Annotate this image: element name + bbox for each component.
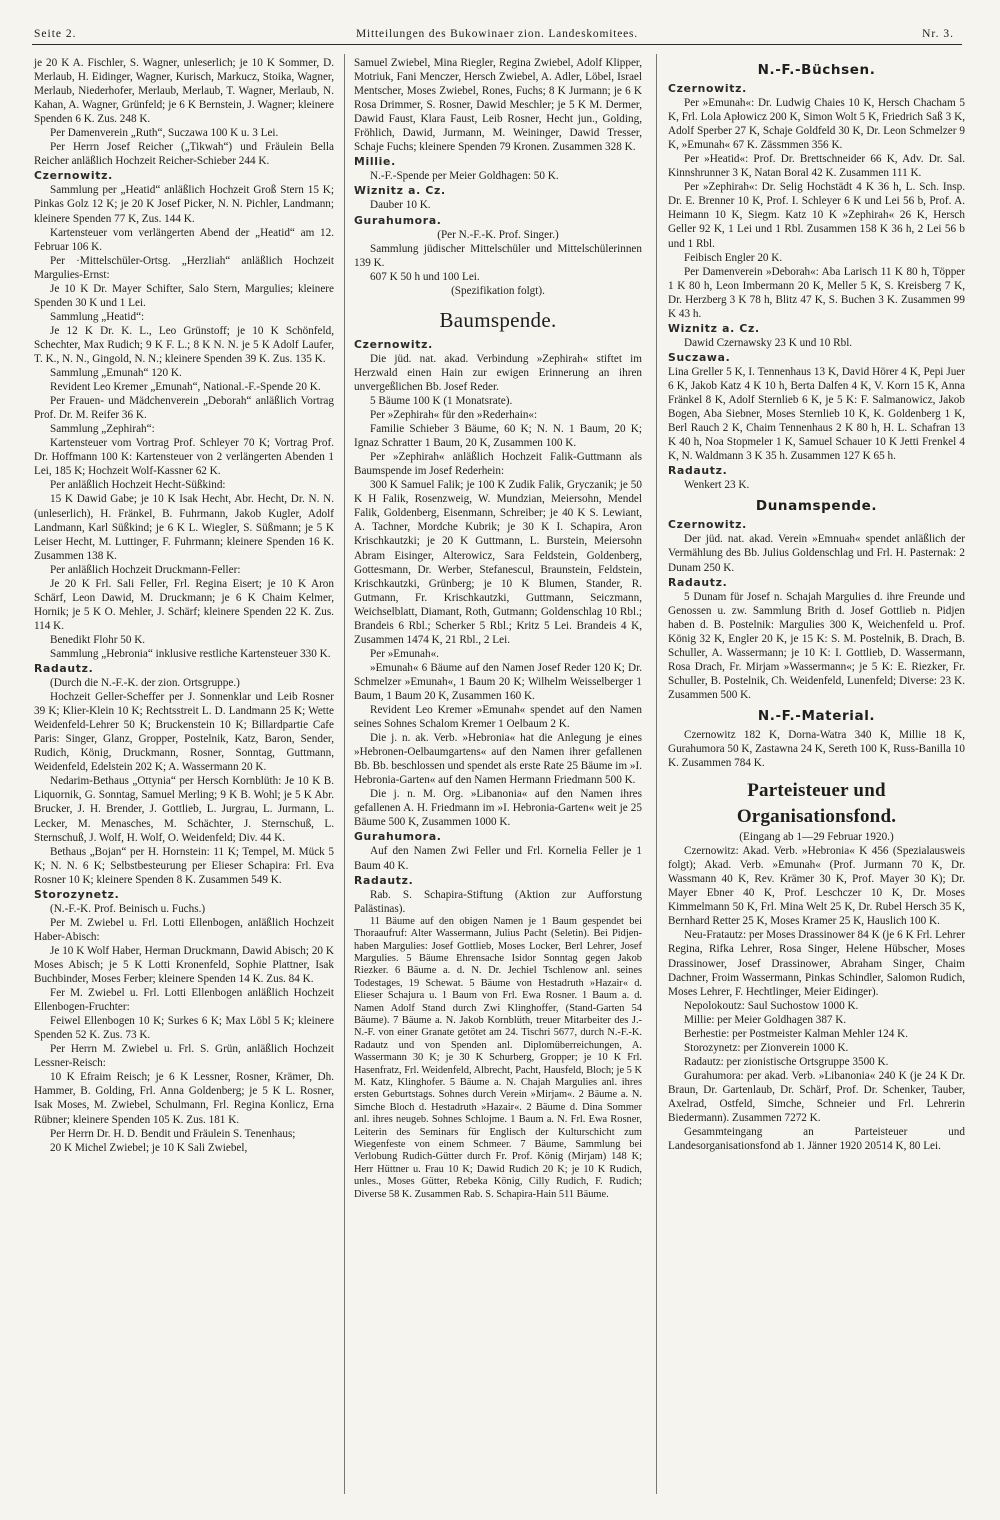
- paragraph: Bethaus „Bojan“ per H. Hornstein: 11 K; Tempel, M. Mück 5 K; N. N. 6 K; Selbstbesteurung per Elieser Schapira: Frl. Eva Rosner 10 K; kleinere Spenden 8 K. Zusammen 549 K.: [34, 845, 334, 886]
- paragraph: Auf den Namen Zwi Feller und Frl. Kornelia Feller je 1 Baum 40 K.: [354, 845, 642, 872]
- section-heading: N.-F.-Büchsen.: [757, 62, 876, 78]
- section-heading: Baumspende.: [439, 307, 557, 332]
- paragraph: Sammlung „Emunah“ 120 K.: [50, 367, 182, 380]
- paragraph: Per ·Mittelschüler-Ortsg. „Herzliah“ anläßlich Hochzeit Margulies-Ernst:: [34, 254, 334, 281]
- paragraph: Dawid Czernawsky 23 K und 10 Rbl.: [684, 336, 853, 349]
- centered-note: (Spezifikation folgt).: [451, 284, 545, 297]
- paragraph: Revident Leo Kremer „Emunah“, National.-F.-Spende 20 K.: [50, 381, 321, 394]
- section-heading: Parteisteuer und Organisationsfond.: [736, 780, 897, 828]
- paragraph: Per »Zephirah« anläßlich Hochzeit Falik-Guttmann als Baumspende im Josef Rederhein:: [354, 451, 642, 478]
- location-heading: Radautz.: [668, 464, 728, 478]
- paragraph: Benedikt Flohr 50 K.: [50, 633, 146, 646]
- paragraph: Fer M. Zwiebel u. Frl. Lotti Ellenbogen anläßlich Hochzeit Ellenbogen-Fruchter:: [34, 987, 334, 1014]
- paragraph: Per »Emunah«.: [370, 647, 439, 660]
- paragraph: Per M. Zwiebel u. Frl. Lotti Ellenbogen, anläßlich Hochzeit Haber-Abisch:: [34, 916, 334, 943]
- paragraph: Die jüd. nat. akad. Verbindung »Zephirah« stiftet im Herzwald einen Hain zur ewigen Erinnerung an ihren unvergeßlichen Bb. Josef Reder.: [354, 352, 642, 393]
- paragraph: N.-F.-Spende per Meier Goldhagen: 50 K.: [370, 170, 559, 183]
- paragraph: Per »Zephirah« für den »Rederhain«:: [370, 409, 538, 422]
- paragraph: Neu-Fratautz: per Moses Drassinower 84 K (je 6 K Frl. Lehrer Regina, Rifka Lehrer, Rosa Singer, Helene Hübscher, Moses Drassinower, Josef Drassinower, Abraham Singer, Chaim Dachner, Froim Wassermann, Pinkas Schindler, Salomon Rudich, Moses Lehrer, F. Hechtlinger, Meier Eidinger).: [668, 929, 965, 998]
- paragraph: Je 12 K Dr. K. L., Leo Grünstoff; je 10 K Schönfeld, Schechter, Max Rudich; 9 K F. L.; 8 K N. N. je 5 K Adolf Laufer, T. K., N. N., Gingold, N. N.; kleinere Spenden 39 K. Zus. 135 K.: [34, 324, 334, 365]
- column-rule: [656, 54, 657, 1494]
- paragraph: 5 Dunam für Josef n. Schajah Margulies d. ihre Freunde und Genossen u. zw. Sammlung Brith d. Josef Gottlieb n. Pidjen haben d. B. Postelnik: Margulies 300 K, Weichenfeld u. Prof. König 32 K, Engler 20 K, je 15 K: S. M. Postelnik, B. Drach, B. Schuller, A. Wassermann; je 10 K: I. Gottlieb, D. Wassermann, Rosa Drach, Fr. Mirjam »Wassermann«; je 5 K: E. Riezker, Fr. Schuller, B. Postelnik, Ch. Weidenfeld, Lunenfeld; Diverse: 23 K. Zusammen 500 K.: [668, 590, 965, 701]
- paragraph: 5 Bäume 100 K (1 Monatsrate).: [370, 394, 513, 407]
- paragraph: Czernowitz: Akad. Verb. »Hebronia« K 456 (Spezialausweis folgt); Akad. Verb. »Emunah« (Prof. Jurmann 70 K, Dr. Wassmann 40 K, Rev. Krämer 30 K, Prof. Mayer 30 K); Dr. Mayer Ebner 40 K, Prof. Leschczer 10 K, Dr. Moses Kimmelmann 50 K, Frl. Mina Welt 25 K, Dr. Rubel Hersch 35 K, Bernhard Retter 25 K, Moses Kramer 25 K, Hauslich 100 K.: [668, 845, 965, 928]
- paragraph: Per »Emunah«: Dr. Ludwig Chaies 10 K, Hersch Chacham 5 K, Frl. Lola Apłowicz 200 K, Simon Wolt 5 K, Friedrich Saß 3 K, Adolf Sperber 27 K, Schaje Goldfeld 30 K, Dr. Leon Schmelzer 9 K, »Emunah« 67 K. Zässmmen 356 K.: [668, 97, 965, 152]
- paragraph: Per anläßlich Hochzeit Druckmann-Feller:: [50, 563, 241, 576]
- paragraph: Sammlung per „Heatid“ anläßlich Hochzeit Groß Stern 15 K; Pinkas Golz 12 K; je 20 K Josef Picker, N. N. Pichler, Landmann; kleinere Spenden 77 K, Zus. 144 K.: [34, 184, 334, 225]
- paragraph: 10 K Efraim Reisch; je 6 K Lessner, Rosner, Krämer, Dh. Hammer, B. Golding, Frl. Anna Goldenberg; je 5 K L. Rosner, Isak Moses, M. Zwiebel, Schulmann, Frl. Regina Konlicz, Erna Rübner; kleinere Spenden 105 K. Zus. 181 K.: [34, 1071, 334, 1126]
- paragraph: Sammlung „Heatid“:: [50, 310, 145, 323]
- paragraph: 607 K 50 h und 100 Lei.: [370, 270, 480, 283]
- location-heading: Radautz.: [668, 575, 728, 589]
- paragraph: Je 10 K Wolf Haber, Herman Druckmann, Dawid Abisch; 20 K Moses Abisch; je 5 K Lotti Kronenfeld, Sophie Plattner, Isak Buchbinder, Moses Ferber; kleinere Spenden 14 K. Zus. 84 K.: [34, 944, 334, 986]
- paragraph: Per Damenverein »Deborah«: Aba Larisch 11 K 80 h, Töpper 1 K 80 h, Leon Imbermann 20 K, Meller 5 K, S. Kreisberg 7 K, Dr. Herzberg 3 K 78 h, Blitz 47 K, S. Buchen 3 K. Zusammen 99 K 43 h.: [668, 265, 965, 320]
- paragraph: Die j. n. M. Org. »Libanonia« auf den Namen ihres gefallenen A. H. Friedmann im »I. Hebronia-Garten« weit je 25 Bäume 500 K, Zusammen 1000 K.: [354, 788, 642, 829]
- paragraph: Sammlung „Zephirah“:: [50, 423, 155, 436]
- paragraph: Per »Heatid«: Prof. Dr. Brettschneider 66 K, Adv. Dr. Sal. Kinnshrunner 3 K, Natan Boral 42 K. Zusammen 111 K.: [668, 153, 965, 180]
- location-heading: Radautz.: [34, 662, 94, 676]
- column-middle: [354, 56, 642, 1201]
- issue-number: Nr. 3.: [922, 28, 954, 40]
- paragraph: Je 20 K Frl. Sali Feller, Frl. Regina Eisert; je 10 K Aron Schärf, Leon Dawid, M. Druckmann; je 6 K Chaim Kelmer, Hornik; je 5 K O. Mehler, J. Schärf; kleinere Spenden 22 K. Zus. 114 K.: [34, 577, 334, 632]
- location-heading: Czernowitz.: [34, 169, 113, 183]
- paragraph: Gurahumora: per akad. Verb. »Libanonia« 240 K (je 24 K Dr. Braun, Dr. Gartenlaub, Dr. Schärf, Prof. Dr. Schenker, Tauber, Axelrad, Ostfeld, Simche, Schneier und Frl. Lehrerin Biedermann). Zusammen 7272 K.: [668, 1069, 965, 1125]
- paragraph: Per Herrn Dr. H. D. Bendit und Fräulein S. Tenenhaus;: [50, 1127, 296, 1140]
- paragraph: Hochzeit Geller-Scheffer per J. Sonnenklar und Leib Rosner 39 K; Klier-Klein 10 K; Rechtsstreit L. D. Landmann 25 K; Wette Weidenfeld-Lehrer 50 K; Bruckenstein 10 K; Billardpartie Cafe Paris: Singer, Glanz, Gropper, Postelnik, Katz, Baron, Sender, Rudich, König, Druckmann, Rosner, Sonntag, Guttmann, Weidenfeld, Edelstein 202 K; A. Wassermann 20 K.: [34, 691, 334, 774]
- paragraph: je 20 K A. Fischler, S. Wagner, unleserlich; je 10 K Sommer, D. Merlaub, H. Eidinger, Wagner, Kurisch, Markucz, Stoika, Wagner, Merlaub, Niederhofer, Merlaub, Merlaub, T. Wagner, Merlaub, N. Kahan, A. Wagner, Grünfeld; je 6 K Bernstein, J. Wagner; kleinere Spenden 6 K. Zus. 248 K.: [34, 57, 334, 126]
- paragraph: Sammlung jüdischer Mittelschüler und Mittelschülerinnen 139 K.: [354, 242, 642, 269]
- paragraph: Radautz: per zionistische Ortsgruppe 3500 K.: [684, 1055, 889, 1068]
- paragraph: Sammlung „Hebronia“ inklusive restliche Kartensteuer 330 K.: [50, 647, 331, 660]
- location-heading: Czernowitz.: [668, 82, 747, 95]
- paragraph: 20 K Michel Zwiebel; je 10 K Sali Zwiebel,: [50, 1141, 248, 1154]
- paragraph: Je 10 K Dr. Mayer Schifter, Salo Stern, Margulies; kleinere Spenden 30 K und 1 Lei.: [34, 282, 334, 309]
- paragraph: Feiwel Ellenbogen 10 K; Surkes 6 K; Max Löbl 5 K; kleinere Spenden 52 K. Zus. 73 K.: [34, 1015, 334, 1042]
- column-rule: [344, 54, 345, 1494]
- paragraph: Samuel Zwiebel, Mina Riegler, Regina Zwiebel, Adolf Klipper, Motriuk, Fani Menczer, Hersch Zwiebel, A. Adler, Löbel, Israel Mentscher, Moses Zwiebel, Rones, Fuchs; 8 K Jurmann; je 6 K Rosa Drimmer, S. Rosner, Dawid Meschler; je 5 K M. Dermer, Dawid Faust, Klara Faust, Leib Rosner, Hecht jun., Golding, Fröhlich, Dawid, Jurmann, M. Weininger, Dawid Tresser, Schaje Fuchs; kleinere Spenden 79 Kronen. Zusammen 328 K.: [354, 57, 642, 154]
- paragraph: Berhestie: per Postmeister Kalman Mehler 124 K.: [684, 1027, 909, 1040]
- centered-note: (Per N.-F.-K. Prof. Singer.): [437, 228, 559, 241]
- location-heading: Czernowitz.: [668, 518, 747, 532]
- location-heading: Wiznitz a. Cz.: [354, 184, 446, 198]
- paragraph: Familie Schieber 3 Bäume, 60 K; N. N. 1 Baum, 20 K; Ignaz Schratter 1 Baum, 20 K, Zusammen 100 K.: [354, 423, 642, 450]
- paragraph: Rab. S. Schapira-Stiftung (Aktion zur Aufforstung Palästinas).: [354, 888, 642, 915]
- location-heading: Gurahumora.: [354, 830, 442, 844]
- page-header: [32, 22, 962, 45]
- paragraph: Per »Zephirah«: Dr. Selig Hochstädt 4 K 36 h, L. Sch. Insp. Dr. E. Brenner 10 K, Prof. I. Schleyer 6 K und Lei 56 b, Prof. A. Heimann 10 K, Siegm. Katz 10 K »Zephirah« 26 K, Hersch Geller 92 K, 1 Lei und 1 Rbl. Zusammen 158 K 36 h, 2 Lei 56 b und 1 Rbl.: [668, 181, 965, 250]
- paragraph: Der jüd. nat. akad. Verein »Emnuah« spendet anläßlich der Vermählung des Bb. Julius Goldenschlag und Frl. H. Pasternak: 2 Dunam 250 K.: [668, 533, 965, 574]
- paragraph: Storozynetz: per Zionverein 1000 K.: [684, 1041, 849, 1054]
- publication-title: Mitteilungen des Bukowinaer zion. Landeskomitees.: [356, 28, 638, 40]
- paragraph: Czernowitz 182 K, Dorna-Watra 340 K, Millie 18 K, Gurahumora 50 K, Zastawna 24 K, Sereth 100 K, Russ-Banilla 10 K. Zusammen 784 K.: [668, 728, 965, 770]
- paragraph: (N.-F.-K. Prof. Beinisch u. Fuchs.): [50, 902, 206, 915]
- section-heading: Dunamspende.: [755, 498, 878, 515]
- location-heading: Wiznitz a. Cz.: [668, 321, 760, 335]
- paragraph: »Emunah« 6 Bäume auf den Namen Josef Reder 120 K; Dr. Schmelzer »Emunah«, 1 Baum 20 K; Wilhelm Weisselberger 1 Baum, 1 Baum 20 K, Zusammen 160 K.: [354, 661, 642, 702]
- paragraph: Kartensteuer vom verlängerten Abend der „Heatid“ am 12. Februar 106 K.: [34, 226, 334, 253]
- paragraph: Per Herrn M. Zwiebel u. Frl. S. Grün, anläßlich Hochzeit Lessner-Reisch:: [34, 1043, 334, 1070]
- centered-note: (Eingang ab 1—29 Februar 1920.): [739, 831, 894, 844]
- paragraph: Feibisch Engler 20 K.: [684, 251, 783, 264]
- location-heading: Millie.: [354, 155, 396, 169]
- paragraph-small: 11 Bäume auf den obigen Namen je 1 Baum gespendet bei Thoraaufruf: Alter Wassermann, Julius Pacht (Seletin). Bei Pidjen-haben Margulies: Josef Gottlieb, Moses Locker, Berl Lehrer, Josef Margulies. 5 Bäume Ehrensache Isidor Sonntag gegen Jakob Riezker. 6 Bäume a. d. N. Dr. Jechiel Tschlenow anl. seines Todestages, 19 Schewat. 5 Bäume von Hestadruth »Hazair« d. Elieser Schajura u. 1 Baum von Frl. Ewa Rosner. 1 Baum a. d. Namen Adolf Stand durch Zwi Klinghoffer, (Stand-Garten 54 Bäume). 7 Bäume a. N. Jakob Kornblüth, treuer Mitarbeiter des J.-N.-F. von einer Granate getötet am 24. Tischri 5677, durch N.-F.-K. Radautz und von Spenden anl. Diplomüberreichungen, A. Wassermann 30 K; je 30 K Schurberg, Gropper; je 10 K Frl. Hasenfratz, Frl. Weidenfeld, Albrecht, Pacht, Hausfeld, Bloch; je 5 K M. Katz, Klinghofer. 5 Bäume a. N. Chajah Margulies anl. ihres ersten Geburtstags. Sohnes durch Verein »Mirjam«. 2 Bäume a. N. Simche Bloch d. Hestadruth »Hazair«. 2 Bäume d. Dina Sommer anl. ihres neugeb. Sohnes Schlojme. 1 Baum a. N. Frl. Ewa Rosner, Leiterin des Seminars für Englisch der Kulturschicht zum Wiegenfeste von einem Schmeer. 7 Bäume, Sammlung bei Verlobung Rudich-Gütter durch Fr. Prof. König (Mirjam) 148 K; Herr Hüttner u. Frau 10 K; Dawid Rudich 20 K; je 10 K Rudich, unles., Moses Gütter, Rebeka König, Cilly Rudich, F. Rudich; Diverse 58 K. Zusammen Rab. S. Schapira-Hain 511 Bäume.: [354, 915, 642, 1200]
- paragraph: Per Herrn Josef Reicher („Tikwah“) und Fräulein Bella Reicher anläßlich Hochzeit Reicher-Schieber 244 K.: [34, 141, 334, 168]
- location-heading: Gurahumora.: [354, 213, 442, 227]
- column-left: [34, 56, 334, 1155]
- paragraph: Lina Greller 5 K, I. Tennenhaus 13 K, David Hörer 4 K, Pepi Juer 6 K, Jakob Katz 4 K 10 h, Berta Dalfen 4 K, V. Korn 15 K, Anna Fränkel 8 K, Adolf Sternlieb 6 K, je 5 K: F. Salmanowicz, Jakob Bogen, Aba Siebner, Moses Sternlieb 10 K, K. Goldenberg 1 K, Berl Rauch 2 K, Chaim Tennenhaus 2 K 80 h, H. L. Schafran 13 K 40 h, Noa Stopmeler 1 K, Samuel Schauer 10 K Jetti Frenkel 4 K, N. Waldmann 3 K 35 h. Zusammen 127 K 65 h.: [668, 365, 965, 463]
- location-heading: Storozynetz.: [34, 887, 120, 901]
- paragraph: Nedarim-Bethaus „Ottynia“ per Hersch Kornblüth: Je 10 K B. Liquornik, G. Sonntag, Samuel Merling; 9 K B. Wohl; je 5 K Abr. Brucker, J. H. Brender, J. Gottlieb, L. Jurgrau, L. Jurmann, L. Lecker, M. Menasches, M. Schächter, J. Sternschuß, L. Sternschuß, J. Wolf, H. Wolf, O. Weidenfeld; Div. 44 K.: [34, 775, 334, 844]
- paragraph: Revident Leo Kremer »Emunah« spendet auf den Namen seines Sohnes Schalom Kremer 1 Oelbaum 2 K.: [354, 704, 642, 731]
- paragraph: Millie: per Meier Goldhagen 387 K.: [684, 1013, 847, 1026]
- paragraph: 15 K Dawid Gabe; je 10 K Isak Hecht, Abr. Hecht, Dr. N. N. (unleserlich), H. Fränkel, B. Fuhrmann, Jakob Kugler, Adolf Landmann, Karl Süßkind; je 6 K L. Wiegler, S. Süßmann; je 5 K Leiser Hecht, M. Luttinger, F. Fuhrmann; kleinere Spenden 16 K. Zusammen 138 K.: [34, 493, 334, 562]
- page-label: Seite 2.: [34, 28, 77, 40]
- paragraph: Dauber 10 K.: [370, 199, 431, 212]
- paragraph: Wenkert 23 K.: [684, 479, 750, 492]
- paragraph: Kartensteuer vom Vortrag Prof. Schleyer 70 K; Vortrag Prof. Dr. Hoffmann 100 K: Kartensteuer von 2 verlängerten Abenden 1 Lei, 185 K; Hochzeit Wolf-Kassner 62 K.: [34, 437, 334, 478]
- paragraph: Per anläßlich Hochzeit Hecht-Süßkind:: [50, 479, 226, 492]
- column-right: [668, 56, 965, 1153]
- paragraph: Per Damenverein „Ruth“, Suczawa 100 K u. 3 Lei.: [50, 127, 279, 140]
- paragraph: Nepolokoutz: Saul Suchostow 1000 K.: [684, 999, 859, 1012]
- location-heading: Suczawa.: [668, 350, 731, 364]
- paragraph: Die j. n. ak. Verb. »Hebronia« hat die Anlegung je eines »Hebronen-Oelbaumgartens« auf den Namen ihrer gefallenen Bb. Bb. beschlossen und spendet als erste Rate 25 Bäume im »I. Hebronia-Garten« auf den Namen Hermann Friedmann 500 K.: [354, 732, 642, 787]
- section-heading: N.-F.-Material.: [757, 707, 876, 724]
- paragraph: Per Frauen- und Mädchenverein „Deborah“ anläßlich Vortrag Prof. Dr. M. Reifer 36 K.: [34, 395, 334, 422]
- paragraph: 300 K Samuel Falik; je 100 K Zudik Falik, Gryczanik; je 50 K H Falik, Rosenzweig, W. Mundzian, Meiersohn, Mendel Falik, Goldenberg, Eisenmann, Schreiber; je 40 K S. Lewiant, A. Tachner, Mordche Kubrik; je 30 K I. Schapira, Aron Krischkautzki; je 20 K Guttmann, L. Burstein, Meiersohn Abram Eisinger, Alterowicz, Sara Feldstein, Goldenberg, Gottesmann, Dr. Werber, Stefanescul, Braunstein, Feldstein, Krischkautzki, Grünberg; je 10 K Blumen, Stander, R. Gutmann, Fr. Krischkautzki, Guttmann, Seiczmann, Weichselblatt, Diamant, Roth, Gutmann; Goldenschlag 10 Rbl.; Brandeis 6 Rbl.; Scherker 5 Rbl.; Kritz 5 Lei. Brandeis 4 K, Zusammen 1474 K, 21 Rbl., 2 Lei.: [354, 479, 642, 646]
- location-heading: Radautz.: [354, 873, 414, 887]
- paragraph: (Durch die N.-F.-K. der zion. Ortsgruppe.): [50, 677, 240, 690]
- paragraph: Gesammteingang an Parteisteuer und Landesorganisationsfond ab 1. Jänner 1920 20514 K, 80 Lei.: [668, 1126, 965, 1153]
- location-heading: Czernowitz.: [354, 337, 433, 351]
